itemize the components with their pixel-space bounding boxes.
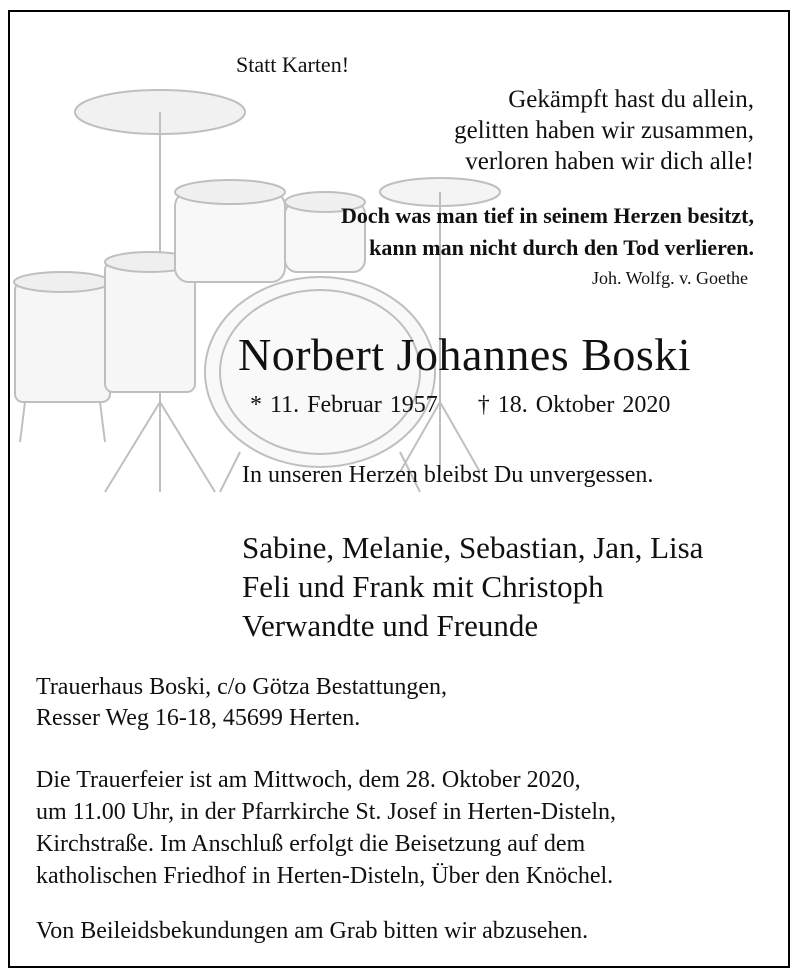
goethe-quote-line: kann man nicht durch den Tod verlieren. <box>369 235 754 260</box>
goethe-quote-line: Doch was man tief in seinem Herzen besitzt, <box>340 203 754 228</box>
death-date: † 18. Oktober 2020 <box>477 392 671 418</box>
mourners-line: Sabine, Melanie, Sebastian, Jan, Lisa <box>242 530 704 565</box>
condolence-note: Von Beileidsbekundungen am Grab bitten wir abzusehen. <box>36 918 589 944</box>
obituary-notice <box>8 10 790 968</box>
mourners-list <box>242 528 703 645</box>
ceremony-line: Kirchstraße. Im Anschluß erfolgt die Beisetzung auf dem <box>36 831 586 857</box>
deceased-name: Norbert Johannes Boski <box>238 329 692 380</box>
remembrance-text: In unseren Herzen bleibst Du unvergessen. <box>242 462 654 488</box>
poem-quote <box>454 84 754 177</box>
mourners-line: Feli und Frank mit Christoph <box>242 569 604 604</box>
poem-line: verloren haben wir dich alle! <box>465 148 754 175</box>
ceremony-line: Die Trauerfeier ist am Mittwoch, dem 28. Oktober 2020, <box>36 767 581 793</box>
birth-date: * 11. Februar 1957 <box>250 392 438 418</box>
poem-line: gelitten haben wir zusammen, <box>454 117 754 144</box>
mourners-line: Verwandte und Freunde <box>242 608 539 643</box>
ceremony-line: um 11.00 Uhr, in der Pfarrkirche St. Josef in Herten-Disteln, <box>36 799 617 825</box>
statt-karten-label: Statt Karten! <box>236 52 350 77</box>
poem-line: Gekämpft hast du allein, <box>508 86 754 113</box>
ceremony-info <box>36 764 616 892</box>
goethe-quote <box>341 200 754 264</box>
life-dates <box>250 392 670 419</box>
address-line: Trauerhaus Boski, c/o Götza Bestattungen, <box>36 674 448 700</box>
quote-author: Joh. Wolfg. v. Goethe <box>591 268 748 288</box>
ceremony-line: katholischen Friedhof in Herten-Disteln, Über den Knöchel. <box>36 863 614 889</box>
drum-kit-illustration <box>10 72 530 512</box>
address-line: Resser Weg 16-18, 45699 Herten. <box>36 705 361 731</box>
mourning-house-address <box>36 672 447 734</box>
